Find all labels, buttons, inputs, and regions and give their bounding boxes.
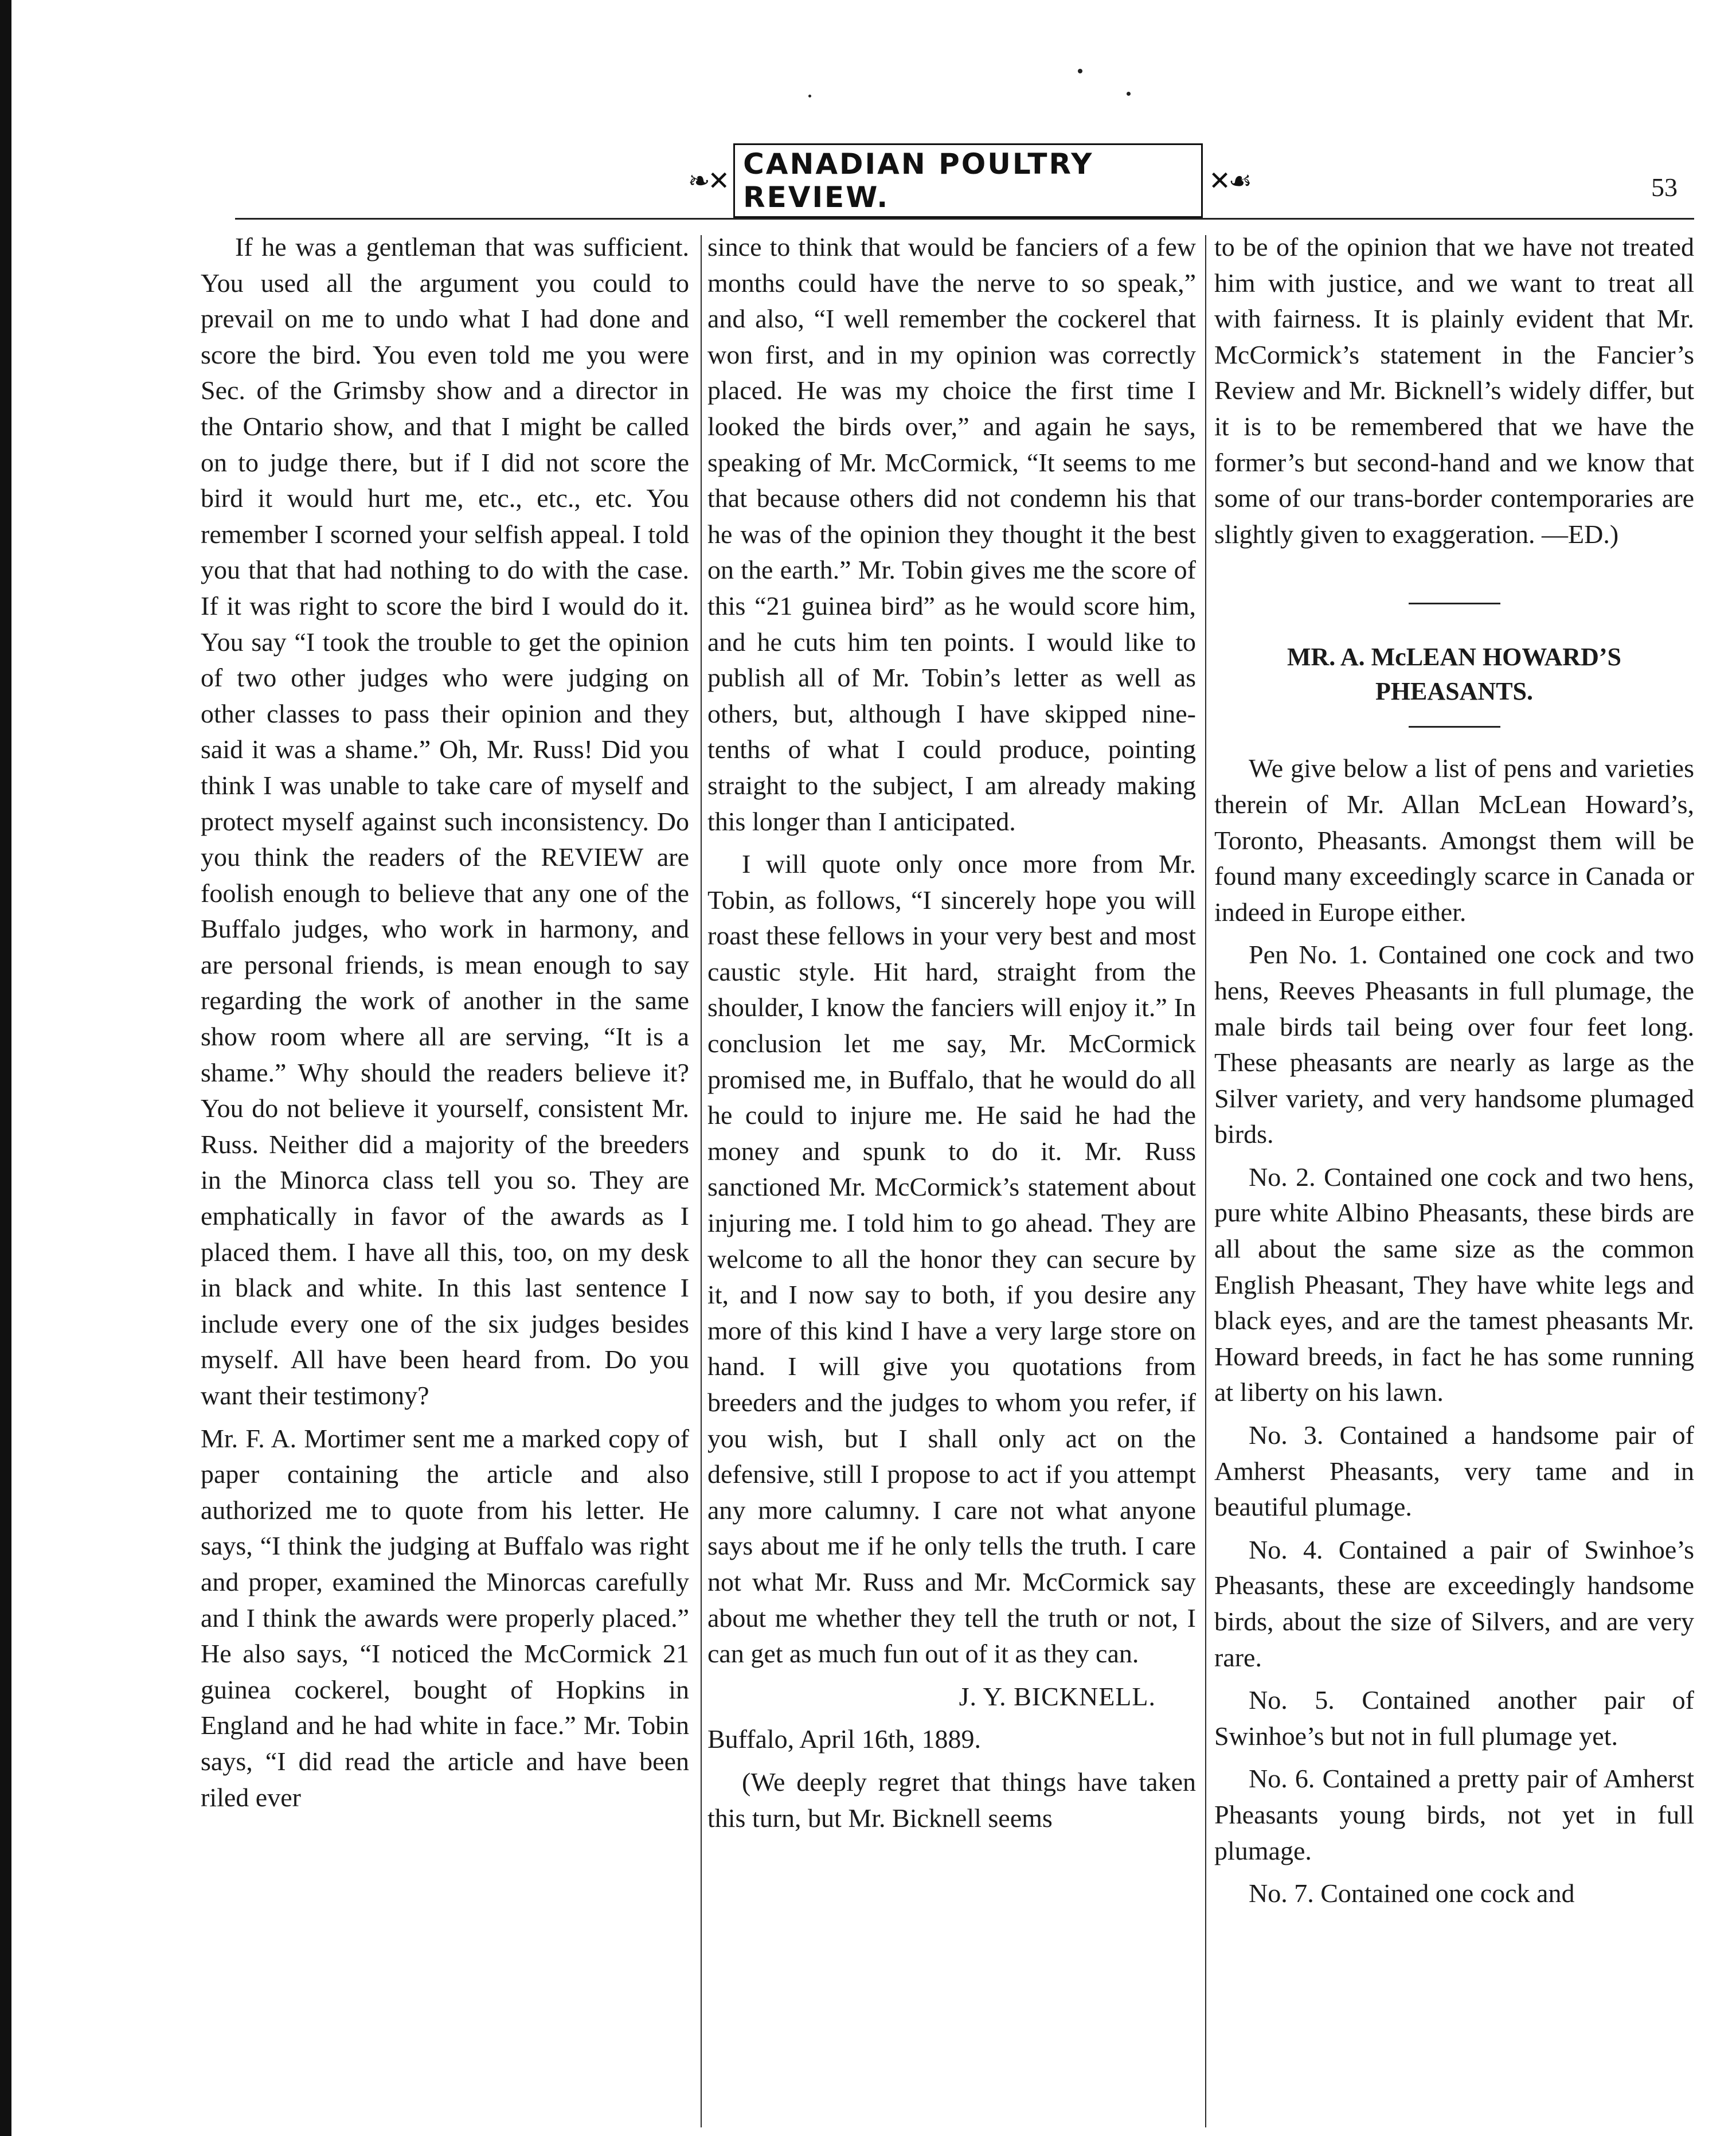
scan-speck: [1127, 92, 1131, 96]
masthead: [688, 147, 1250, 214]
signature: J. Y. BICKNELL.: [959, 1681, 1156, 1711]
header-rule: [235, 218, 1694, 220]
scan-speck: [808, 95, 811, 97]
column-2: [707, 229, 1196, 1836]
paragraph: since to think that would be fanciers of a few months could have the nerve to so speak,” and also, “I well remember the cockerel that won first, and in my opinion was correctly placed. He was my choice the first time I looked the birds over,” and again he says, speaking of Mr. McCormick, “It seems to me that because others did not condemn his that he was of the opinion they thought it the best on the earth.” Mr. Tobin gives me the score of this “21 guinea bird” as he would score him, and he cuts him ten points. I would like to publish all of Mr. Tobin’s letter as well as others, but, although I have skipped nine-tenths of what I could produce, pointing straight to the subject, I am already making this longer than I anticipated.: [707, 232, 1196, 836]
paragraph: No. 5. Contained another pair of Swinhoe’s but not in full plumage yet.: [1214, 1685, 1694, 1751]
paragraph: No. 2. Contained one cock and two hens, pure white Albino Pheasants, these birds are all about the same size as the common English Pheasant, They have white legs and black eyes, and are the tamest pheasants Mr. Howard breeds, in fact he has some running at liberty on his lawn.: [1214, 1162, 1694, 1407]
dateline: Buffalo, April 16th, 1889.: [707, 1724, 982, 1754]
section-heading: MR. A. McLEAN HOWARD’S PHEASANTS.: [1287, 643, 1621, 706]
column-divider: [1205, 235, 1206, 2127]
column-1: [201, 229, 689, 1815]
page-number: 53: [1651, 173, 1678, 202]
column-divider: [701, 235, 702, 2127]
column-3: [1214, 229, 1694, 1912]
scan-edge: [0, 0, 11, 2136]
paragraph: to be of the opinion that we have not treated him with justice, and we want to treat all with fairness. It is plainly evident that Mr. McCormick’s statement in the Fancier’s Review and Mr. Bicknell’s widely differ, but it is to be remembered that we have the former’s but second-hand and we know that some of our trans-border contemporaries are slightly given to exaggeration. —ED.): [1214, 232, 1694, 549]
paragraph: Pen No. 1. Contained one cock and two hens, Reeves Pheasants in full plumage, the male birds tail being over four feet long. These pheasants are nearly as large as the Silver variety, and very handsome plumaged birds.: [1214, 940, 1694, 1149]
paragraph: No. 3. Contained a handsome pair of Amherst Pheasants, very tame and in beautiful plumage.: [1214, 1420, 1694, 1522]
paragraph: No. 4. Contained a pair of Swinhoe’s Pheasants, these are exceedingly handsome birds, about the size of Silvers, and are very rare.: [1214, 1534, 1694, 1672]
scan-speck: [1078, 69, 1082, 73]
paragraph: We give below a list of pens and varieties therein of Mr. Allan McLean Howard’s, Toronto, Pheasants. Amongst them will be found many exceedingly scarce in Canada or indeed in Europe either.: [1214, 753, 1694, 927]
ornament-left-icon: ❧✕: [688, 165, 728, 196]
ornament-right-icon: ✕☙: [1209, 165, 1250, 196]
paragraph: No. 7. Contained one cock and: [1249, 1879, 1575, 1908]
paragraph: If he was a gentleman that was sufficient. You used all the argument you could to prevail on me to undo what I had done and score the bird. You even told me you were Sec. of the Grimsby show and a director in the Ontario show, and that I might be called on to judge there, but if I did not score the bird it would hurt me, etc., etc., etc. You remember I scorned your selfish appeal. I told you that that had nothing to do with the case. If it was right to score the bird I would do it. You say “I took the trouble to get the opinion of two other judges who were judging on other classes to pass their opinion and they said it was a shame.” Oh, Mr. Russ! Did you think I was unable to take care of myself and protect myself against such inconsistency. Do you think the readers of the REVIEW are foolish enough to believe that any one of the Buffalo judges, who work in harmony, and are personal friends, is mean enough to say regarding the work of another in the same show room where all are serving, “It is a shame.” Why should the readers believe it? You do not believe it yourself, consistent Mr. Russ. Neither did a majority of the breeders in the Minorca class tell you so. They are emphatically in favor of the awards as I placed them. I have all this, too, on my desk in black and white. In this last sentence I include every one of the six judges besides myself. All have been heard from. Do you want their testimony?: [201, 232, 689, 1410]
paragraph: Mr. F. A. Mortimer sent me a marked copy of paper containing the article and also authorized me to quote from his letter. He says, “I think the judging at Buffalo was right and proper, examined the Minorcas carefully and I think the awards were properly placed.” He also says, “I noticed the McCormick 21 guinea cockerel, bought of Hopkins in England and he had white in face.” Mr. Tobin says, “I did read the article and have been riled ever: [201, 1423, 689, 1812]
paragraph: No. 6. Contained a pretty pair of Amherst Pheasants young birds, not yet in full plumage.: [1214, 1764, 1694, 1865]
publication-title: CANADIAN POULTRY REVIEW.: [733, 143, 1203, 218]
paragraph: (We deeply regret that things have taken this turn, but Mr. Bicknell seems: [707, 1767, 1196, 1833]
paragraph: I will quote only once more from Mr. Tobin, as follows, “I sincerely hope you will roast these fellows in your very best and most caustic style. Hit hard, straight from the shoulder, I know the fanciers will enjoy it.” In conclusion let me say, Mr. McCormick promised me, in Buffalo, that he would do all he could to injure me. He said he had the money and spunk to do it. Mr. Russ sanctioned Mr. McCormick’s statement about injuring me. I told him to go ahead. They are welcome to all the honor they can secure by it, and I now say to both, if you desire any more of this kind I have a very large store on hand. I will give you quotations from breeders and the judges to whom you refer, if you wish, but I shall only act on the defensive, still I propose to act if you attempt any more calumny. I care not what anyone says about me if he only tells the truth. I care not what Mr. Russ and Mr. McCormick say about me whether they tell the truth or not, I can get as much fun out of it as they can.: [707, 849, 1196, 1669]
